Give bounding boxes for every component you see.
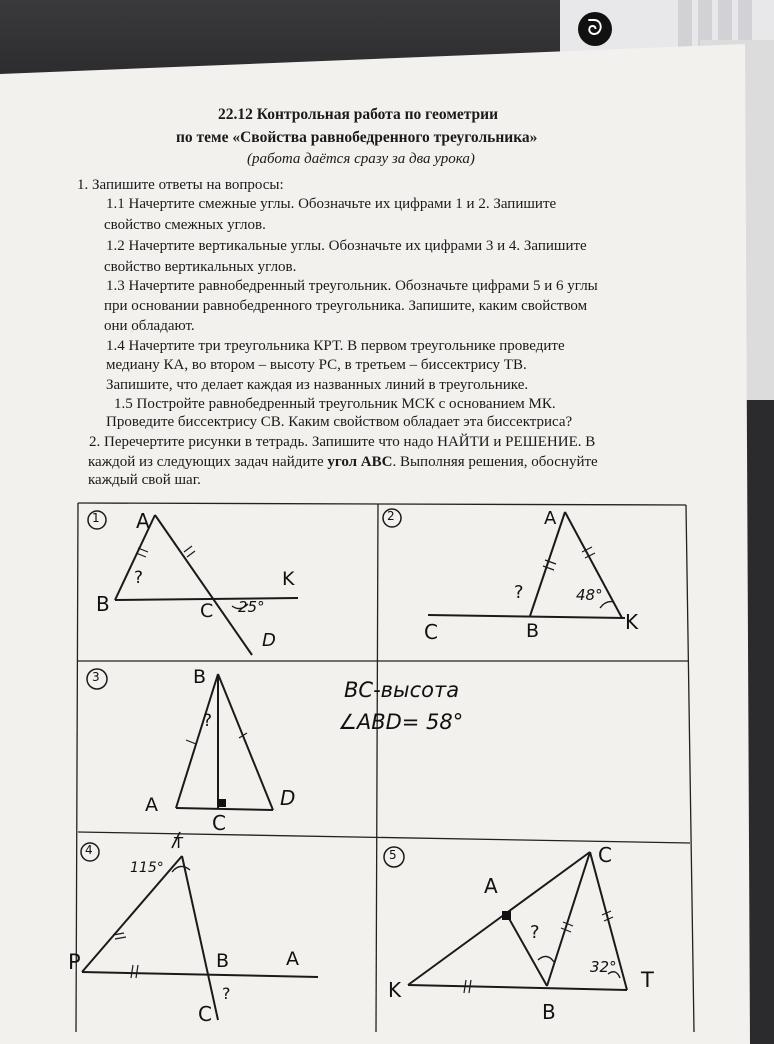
fig4-label-c: C: [198, 1002, 212, 1026]
fig1-label-k: K: [282, 568, 295, 590]
task1-line: 1.4 Начертите три треугольника КРТ. В первом треугольнике проведите: [106, 338, 565, 354]
fig4-label-t: T: [174, 834, 184, 852]
task1-line: Запишите, что делает каждая из названных линий в треугольнике.: [106, 377, 529, 393]
fig5-label-a: A: [484, 874, 498, 898]
fig3-label-b: B: [193, 666, 207, 688]
fig2-label-k: K: [625, 610, 639, 634]
task1-line: 1.3 Начертите равнобедренный треугольник. Обозначьте цифрами 5 и 6 углы: [106, 278, 598, 294]
figure-3-number: 3: [92, 670, 100, 684]
figure-4-number: 4: [85, 843, 93, 857]
fig3-note-angle: ∠ABD= 58°: [338, 710, 464, 734]
figure-4-drawing: [82, 832, 318, 1020]
fig1-label-a: A: [136, 509, 150, 533]
fig4-unknown-angle: ?: [222, 984, 231, 1003]
fig3-label-a: A: [145, 794, 158, 816]
fig5-label-k: K: [388, 978, 402, 1002]
fig2-unknown-angle: ?: [514, 582, 524, 603]
doc-subtitle: (работа даётся сразу за два урока): [247, 151, 475, 167]
fig5-label-t: T: [641, 968, 654, 992]
fig5-label-c: C: [598, 843, 612, 867]
fig4-label-a: A: [286, 948, 299, 970]
fig2-label-a: A: [544, 508, 557, 529]
task1-line: при основании равнобедренного треугольника. Запишите, каким свойством: [104, 298, 588, 314]
task2-line1: 2. Перечертите рисунки в тетрадь. Запишите что надо НАЙТИ и РЕШЕНИЕ. В: [89, 434, 596, 450]
task1-line: свойство смежных углов.: [104, 217, 266, 233]
task1-line: они обладают.: [104, 318, 195, 334]
fig4-label-b: B: [216, 950, 230, 972]
figure-5-number: 5: [389, 848, 397, 862]
fig2-label-c: C: [424, 620, 438, 644]
doc-title-line2: по теме «Свойства равнобедренного треугольника»: [176, 129, 538, 146]
swirl-logo-icon: ᘐ: [578, 12, 612, 46]
fig1-label-c: C: [200, 600, 214, 622]
fig1-angle-value: 25°: [238, 598, 265, 616]
figure-1-number: 1: [92, 511, 100, 525]
task1-line: 1.5 Постройте равнобедренный треугольник МСК с основанием МК.: [114, 396, 556, 412]
fig2-label-b: B: [526, 620, 540, 642]
doc-title-line1: 22.12 Контрольная работа по геометрии: [218, 106, 499, 123]
fig4-angle-value: 115°: [130, 860, 164, 876]
task1-line: Проведите биссектрису СВ. Каким свойством обладает эта биссектриса?: [106, 414, 573, 430]
fig5-label-b: B: [542, 1000, 556, 1024]
task1-line: медиану КА, во втором – высоту РС, в третьем – биссектрису ТВ.: [106, 357, 527, 373]
task1-heading: 1. Запишите ответы на вопросы:: [77, 177, 284, 193]
fig1-label-b: B: [96, 592, 110, 616]
task1-line: 1.1 Начертите смежные углы. Обозначьте их цифрами 1 и 2. Запишите: [106, 196, 557, 212]
right-angle-marker: [218, 799, 226, 807]
fig3-label-c: C: [212, 811, 226, 835]
fig1-label-d: D: [262, 630, 276, 651]
right-angle-marker: [502, 911, 511, 920]
figure-3-drawing: [176, 674, 273, 810]
fig1-unknown-angle: ?: [134, 568, 144, 588]
task1-line: свойство вертикальных углов.: [104, 259, 297, 275]
task2-line3: каждый свой шаг.: [88, 472, 201, 488]
fig4-label-p: P: [68, 950, 81, 974]
task2-line2: каждой из следующих задач найдите угол АВС. Выполняя решения, обоснуйте: [88, 454, 598, 470]
task1-line: 1.2 Начертите вертикальные углы. Обозначьте их цифрами 3 и 4. Запишите: [106, 238, 587, 254]
fig3-unknown-angle: ?: [203, 711, 213, 731]
fig3-note-height: BC-высота: [344, 678, 460, 702]
fig2-angle-value: 48°: [576, 586, 603, 604]
figure-2-number: 2: [387, 509, 395, 523]
fig3-label-d: D: [280, 786, 296, 810]
fig5-unknown-angle: ?: [530, 922, 540, 943]
fig5-angle-value: 32°: [590, 958, 617, 976]
